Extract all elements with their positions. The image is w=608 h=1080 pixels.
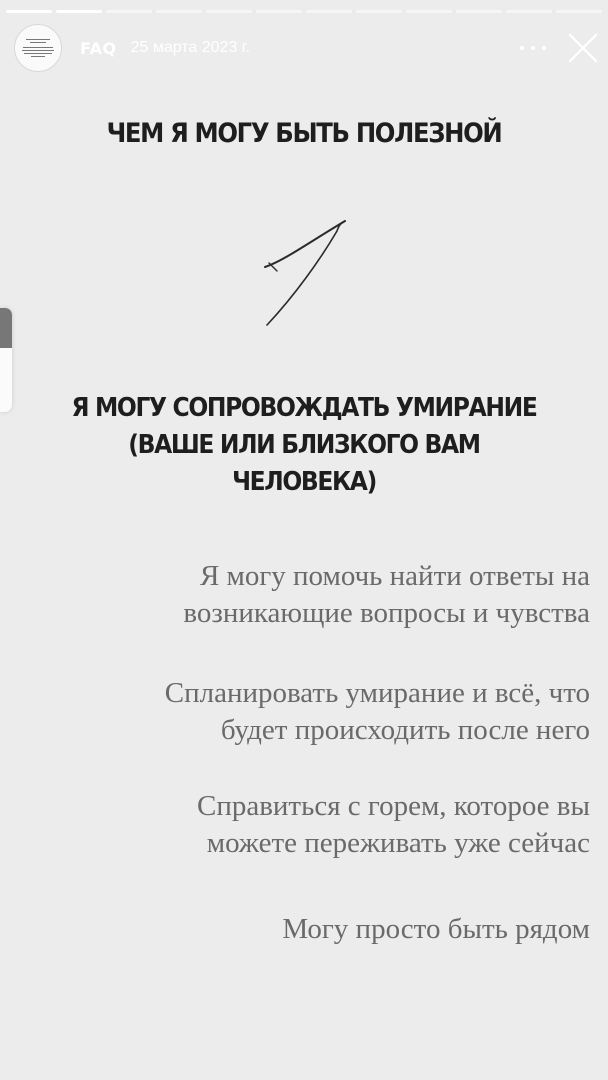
story-progress-segment (256, 10, 302, 13)
paragraph-line: Могу просто быть рядом (282, 913, 590, 945)
handwritten-number (255, 215, 355, 330)
story-progress-segment (556, 10, 602, 13)
profile-avatar-icon[interactable] (14, 24, 62, 72)
subtitle-line: ЧЕЛОВЕКА) (232, 467, 376, 497)
story-progress-segment (356, 10, 402, 13)
story-progress-segment (6, 10, 52, 13)
more-dots-icon[interactable] (520, 38, 546, 58)
paragraph-grief (30, 788, 590, 862)
section-subtitle (0, 390, 608, 501)
story-progress-segment (56, 10, 102, 13)
story-progress-segment (506, 10, 552, 13)
subtitle-line: Я МОГУ СОПРОВОЖДАТЬ УМИРАНИЕ (71, 393, 537, 423)
story-header (14, 24, 598, 72)
story-progress-segment (206, 10, 252, 13)
subtitle-line: (ВАШЕ ИЛИ БЛИЗКОГО ВАМ (128, 430, 480, 460)
paragraph-answers (30, 558, 590, 632)
paragraph-presence (30, 911, 590, 948)
paragraph-line: возникающие вопросы и чувства (183, 597, 590, 629)
paragraph-line: будет происходить после него (220, 714, 590, 746)
paragraph-line: Справиться с горем, которое вы (196, 790, 590, 822)
username[interactable]: FAQ (80, 38, 117, 58)
story-progress-segment (306, 10, 352, 13)
paragraph-planning (30, 675, 590, 749)
page-title: ЧЕМ Я МОГУ БЫТЬ ПОЛЕЗНОЙ (106, 118, 502, 149)
story-progress-segment (156, 10, 202, 13)
paragraph-line: Спланировать умирание и всё, что (164, 677, 590, 709)
story-progress-bar (6, 10, 602, 13)
close-icon[interactable] (568, 33, 598, 63)
paragraph-line: можете переживать уже сейчас (206, 827, 590, 859)
story-progress-segment (106, 10, 152, 13)
paragraph-line: Я могу помочь найти ответы на (199, 560, 590, 592)
story-progress-segment (456, 10, 502, 13)
story-progress-segment (406, 10, 452, 13)
story-date: 25 марта 2023 г. (130, 39, 251, 56)
